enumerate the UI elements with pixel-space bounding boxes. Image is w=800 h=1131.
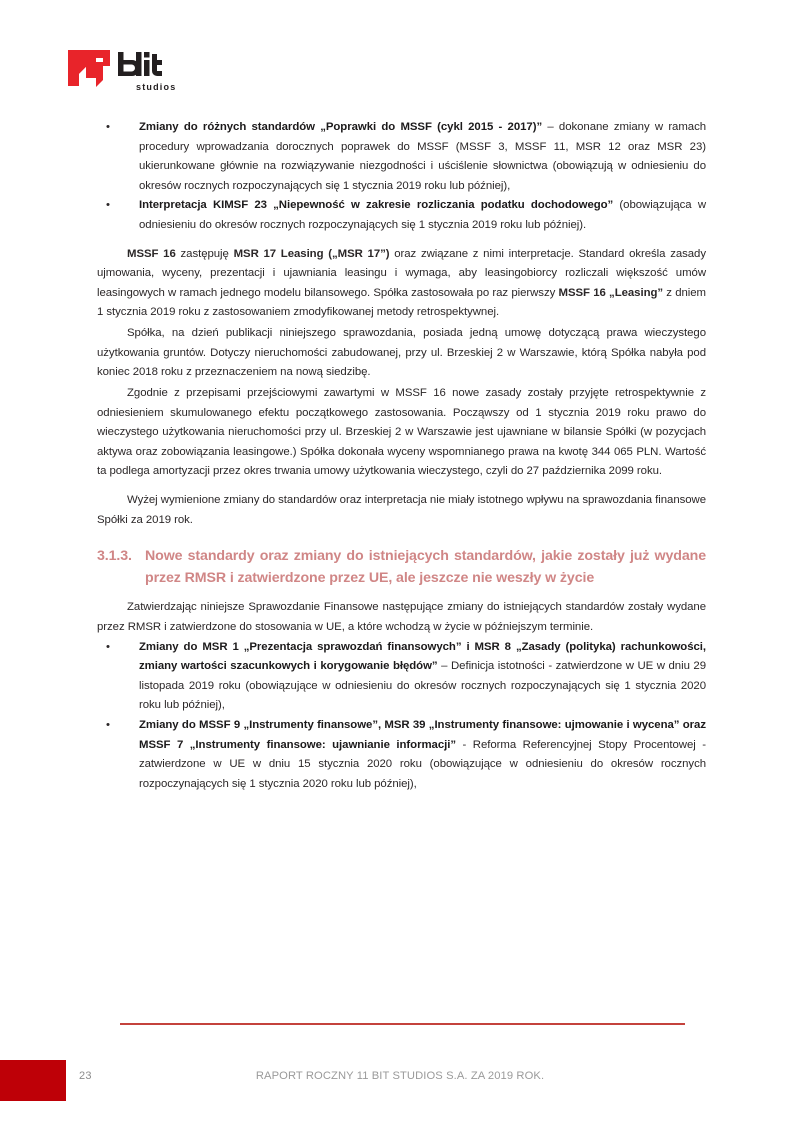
page-number: 23 — [79, 1070, 92, 1082]
standards-list-top — [97, 118, 706, 236]
spacer — [97, 482, 706, 491]
spacer — [97, 589, 706, 598]
list-item — [97, 638, 706, 716]
spacer — [97, 530, 706, 546]
paragraph-perpetual-usufruct: Spółka, na dzień publikacji niniejszego sprawozdania, posiada jedną umowę dotyczącą prawa wieczystego użytkowania gruntów. Dotyczy nieruchomości zabudowanej, przy ul. Brzeskiej 2 w Warszawie, którą Spółka nabyła pod koniec 2018 roku z przeznaczeniem na nową siedzibę. — [97, 327, 706, 379]
section-number: 3.1.3. — [97, 548, 132, 565]
section-heading-3-1-3 — [97, 546, 706, 589]
document-body — [97, 118, 706, 794]
list-item — [97, 716, 706, 794]
bullet-icon: • — [106, 199, 110, 212]
paragraph-no-material-impact: Wyżej wymienione zmiany do standardów oraz interpretacja nie miały istotnego wpływu na sprawozdania finansowe Spółki za 2019 rok. — [97, 493, 706, 526]
paragraph-run: zastępuję — [175, 247, 234, 260]
paragraph-transitional-rules: Zgodnie z przepisami przejściowymi zawartymi w MSSF 16 nowe zasady zostały przyjęte retrospektywnie z odniesieniem skumulowanego efektu początkowego zastosowania. Począwszy od 1 stycznia 2019 roku prawo do wieczystego użytkowania nieruchomości przy ul. Brzeskiej 2 w Warszawie jest ujawniane w bilansie Spółki (w pozycjach aktywa oraz zobowiązania leasingowe.) Spółka dokonała wyceny wspomnianego prawa na kwotę 344 065 PLN. Wartość ta podlega amortyzacji przez okres trwania umowy użytkowania wieczystego, czyli do 27 października 2099 roku. — [97, 386, 706, 478]
list-item-text: (obowiązująca w odniesieniu do okresów rocznych rozpoczynających się 1 stycznia 2019 roku lub później). — [139, 199, 706, 232]
list-item-bold: Zmiany do różnych standardów „Poprawki do MSSF (cykl 2015 - 2017)” — [139, 121, 543, 133]
list-item — [97, 118, 706, 196]
list-item-bold: Zmiany do MSSF 9 „Instrumenty finansowe”, MSR 39 „Instrumenty finansowe: ujmowanie i wycena” oraz MSSF 7 „Instrumenty finansowe: ujawnianie informacji” — [139, 719, 706, 751]
paragraph-run: oraz związane z nimi interpretacje. Standard określa zasady ujmowania, wyceny, prezentacji i ujawniania leasingu i wymaga, aby leasingobiorcy rozliczali większość umów leasingowych w ramach jednego modelu bilansowego. Spółka zastosowała po raz pierwszy — [97, 247, 706, 299]
paragraph-approved-not-effective: Zatwierdzając niniejsze Sprawozdanie Finansowe następujące zmiany do istniejących standardów zostały wydane przez RMSR i zatwierdzone do stosowania w UE, a które wchodzą w życie w późniejszym terminie. — [97, 601, 706, 633]
section-title: Nowe standardy oraz zmiany do istniejących standardów, jakie zostały już wydane przez RMSR i zatwierdzone przez UE, ale jeszcze nie weszły w życie — [145, 548, 706, 586]
footer-divider — [120, 1023, 685, 1025]
bullet-icon: • — [106, 640, 110, 653]
paragraph-mssf16 — [97, 245, 706, 323]
standards-list-bottom — [97, 638, 706, 795]
list-item-bold: Interpretacja KIMSF 23 „Niepewność w zakresie rozliczania podatku dochodowego” — [139, 199, 614, 212]
bullet-icon: • — [106, 121, 110, 133]
paragraph-bold-run: MSSF 16 — [127, 247, 176, 260]
list-item-text: – Definicja istotności - zatwierdzone w UE w dniu 29 listopada 2019 roku (obowiązujące w odniesieniu do okresów rocznych rozpoczynających się 1 stycznia 2020 roku lub później), — [139, 660, 706, 712]
list-item-bold: Zmiany do MSR 1 „Prezentacja sprawozdań finansowych” i MSR 8 „Zasady (polityka) rachunkowości, zmiany wartości szacunkowych i korygowanie błędów” — [139, 640, 706, 673]
list-item-text: – dokonane zmiany w ramach procedury wprowadzania dorocznych poprawek do MSSF (MSSF 3, MSSF 11, MSR 12 oraz MSR 23) ukierunkowane głównie na rozwiązywanie niezgodności i uściślenie słownictwa (obowiązują w odniesieniu do okresów rocznych rozpoczynających się 1 stycznia 2019 roku lub później), — [139, 121, 706, 192]
footer-title: RAPORT ROCZNY 11 BIT STUDIOS S.A. ZA 2019 ROK. — [255, 1070, 545, 1082]
11-bit-studios-logo — [66, 48, 186, 94]
svg-text:studios: studios — [136, 82, 177, 92]
list-item — [97, 196, 706, 235]
paragraph-run: z dniem 1 stycznia 2019 roku z zastosowaniem zmodyfikowanej metody retrospektywnej. — [97, 286, 706, 319]
spacer — [97, 236, 706, 245]
paragraph-bold-run: MSR 17 Leasing („MSR 17”) — [233, 247, 390, 260]
bullet-icon: • — [106, 719, 110, 731]
list-item-text: - Reforma Referencyjnej Stopy Procentowej - zatwierdzone w UE w dniu 15 stycznia 2020 roku (obowiązujące w odniesieniu do okresów rocznych rozpoczynających się 1 stycznia 2020 roku lub później), — [139, 738, 706, 790]
paragraph-bold-run: MSSF 16 „Leasing” — [558, 286, 664, 299]
